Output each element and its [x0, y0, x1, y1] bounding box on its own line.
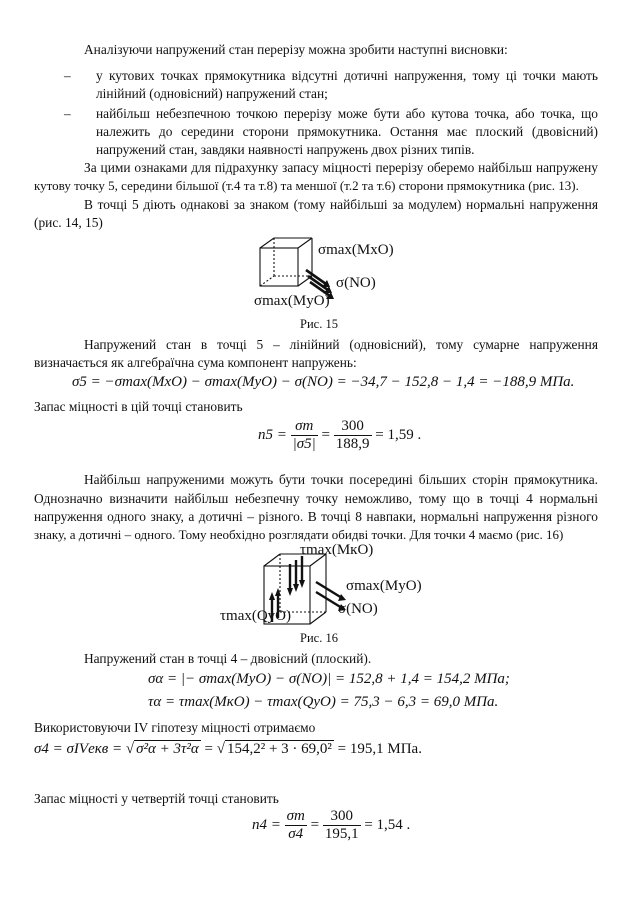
- fig16-label-tau-qy: τmax(QyO): [220, 608, 292, 624]
- n4-fraction-numeric: [323, 808, 361, 843]
- n5-numerator: σт: [291, 418, 318, 436]
- fig16-label-tau-mk: τmax(MкO): [300, 542, 374, 558]
- sigma4-equals: =: [204, 741, 213, 757]
- fig16-caption: Рис. 16: [300, 631, 338, 645]
- equation-sigma5: σ5 = −σmax(MxO) − σmax(MyO) − σ(NO) = −34,7 − 152,8 − 1,4 = −188,9 МПа.: [72, 374, 575, 390]
- bullet2-line1: найбільш небезпечною точкою перерізу може бути або кутова точка, або точка, що: [96, 106, 598, 121]
- equation-sigma4: σ4 = σIVекв = √ σ²α + 3τ²α = √ 154,2² + 3 · 69,0² = 195,1 МПа.: [34, 741, 422, 757]
- sigma4-result: = 195,1 МПа.: [337, 741, 422, 757]
- fig16-label-sigma-n: σ(NO): [338, 601, 378, 617]
- n4-numerator-value: 300: [323, 808, 361, 826]
- sigma4-radicand-numeric: 154,2² + 3 · 69,0²: [226, 741, 332, 757]
- bullet-marker: –: [64, 68, 71, 83]
- bullet1-line2: лінійний (одновісний) напружений стан;: [96, 86, 328, 101]
- n4-fraction-symbolic: [285, 808, 307, 843]
- n4-denominator-value: 195,1: [324, 826, 359, 842]
- sigma4-radicand-symbolic: σ²α + 3τ²α: [136, 741, 199, 757]
- fig15-caption: Рис. 15: [300, 317, 338, 331]
- equation-sigma-alpha: σα = |− σmax(MyO) − σ(NO)| = 152,8 + 1,4 = 154,2 МПа;: [148, 671, 510, 687]
- bullet2-line3: напружений стан, завдяки наявності напружень двох різних типів.: [96, 142, 475, 157]
- bullet-marker: –: [64, 106, 71, 121]
- fig15-label-sigma-mx: σmax(MxO): [318, 242, 394, 258]
- sigma4-lhs: σ4 = σIVекв =: [34, 741, 123, 757]
- para6-line2: Однозначно визначити найбільш небезпечну точку неможливо, тому що в точці 4 нормальні: [34, 491, 598, 506]
- n4-lhs: n4 =: [252, 816, 281, 833]
- n5-fraction-numeric: [334, 418, 372, 453]
- n5-numerator-value: 300: [334, 418, 372, 436]
- para9-text: Запас міцності у четвертій точці становить: [34, 791, 279, 806]
- para3-line2: (рис. 14, 15): [34, 215, 103, 230]
- n5-denominator-value: 188,9: [335, 436, 370, 452]
- fig15-label-sigma-my: σmax(MyO): [254, 293, 330, 309]
- n5-denominator: |σ5|: [292, 436, 316, 452]
- para7-text: Напружений стан в точці 4 – двовісний (плоский).: [84, 651, 372, 666]
- n5-lhs: n5 =: [258, 426, 287, 443]
- n4-denominator: σ4: [288, 826, 304, 842]
- fig15-label-sigma-n: σ(NO): [336, 275, 376, 291]
- para8-text: Використовуючи IV гіпотезу міцності отримаємо: [34, 720, 316, 735]
- para6-line4: знаку, а дотичні – одного. Тому необхідно розглядати обидві точки. Для точки 4 маємо (рис. 16): [34, 527, 564, 542]
- equation-tau-alpha: τα = τmax(MкO) − τmax(QyO) = 75,3 − 6,3 = 69,0 МПа.: [148, 694, 499, 710]
- n4-numerator: σт: [286, 808, 305, 824]
- intro-text: Аналізуючи напружений стан перерізу можна зробити наступні висновки:: [84, 42, 508, 57]
- n4-result: = 1,54 .: [364, 816, 411, 833]
- fig16-label-sigma-my: σmax(MyO): [346, 578, 422, 594]
- para5-text: Запас міцності в цій точці становить: [34, 399, 243, 414]
- para6-line3: напруження одного знаку, а дотичні – різного. В точці 8 навпаки, нормальні напруження різного: [34, 509, 598, 524]
- bullet2-line2: належить до середини сторони прямокутника. Остання має плоский (двовісний): [96, 124, 598, 139]
- equation-n4: n4 = $\frac{\sigma т}{\sigma 4}$ = $\frac{300}{195,1}$ = 1,54 .: [252, 808, 411, 842]
- para2-line2: кутову точку 5, середини більшої (т.4 та т.8) та меншої (т.2 та т.6) сторони прямокутника (рис. 13).: [34, 178, 579, 193]
- equation-n5: n5 = $\frac{\sigma т}{|\sigma 5|}$ = $\frac{300}{188,9}$ = 1,59 .: [258, 418, 422, 452]
- para2-line1: За цими ознаками для підрахунку запасу міцності перерізу оберемо найбільш напружену: [84, 160, 598, 175]
- para4-line2: визначається як алгебраїчна сума компонент напружень:: [34, 355, 357, 370]
- n5-fraction-symbolic: [291, 418, 318, 453]
- para4-line1: Напружений стан в точці 5 – лінійний (одновісний), тому сумарне напруження: [84, 337, 598, 352]
- para3-line1: В точці 5 діють однакові за знаком (тому найбільші за модулем) нормальні напруження: [84, 197, 598, 212]
- bullet1-line1: у кутових точках прямокутника відсутні дотичні напруження, тому ці точки мають: [96, 68, 598, 83]
- para6-line1: Найбільш напруженими можуть бути точки посередині більших сторін прямокутника.: [84, 472, 598, 487]
- n5-result: = 1,59 .: [375, 426, 422, 443]
